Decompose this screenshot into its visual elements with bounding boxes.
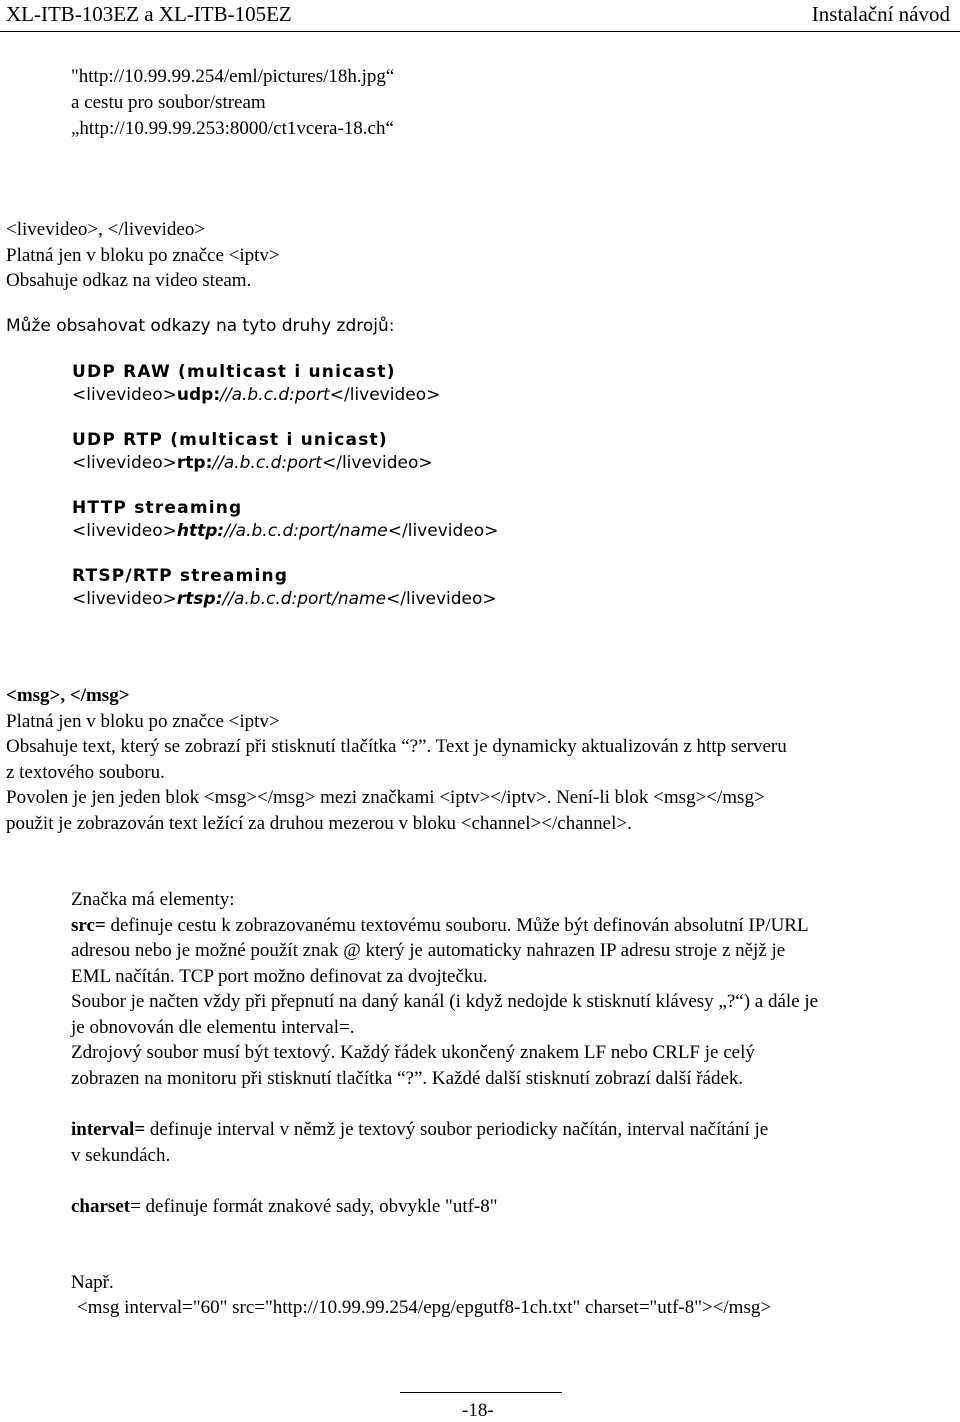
header-document-title: XL-ITB-103EZ a XL-ITB-105EZ xyxy=(6,2,292,26)
livevideo-description: Obsahuje odkaz na video steam. xyxy=(6,270,252,291)
source-syntax-udp-raw: <livevideo>udp://a.b.c.d:port</livevideo> xyxy=(72,385,441,405)
example-code: <msg interval="60" src="http://10.99.99.254/epg/epgutf8-1ch.txt" charset="utf-8"></msg> xyxy=(77,1297,772,1318)
source-title-rtsp: RTSP/RTP streaming xyxy=(72,566,289,586)
footer-divider xyxy=(400,1392,562,1393)
msg-allowed-line1: Povolen je jen jeden blok <msg></msg> mezi značkami <iptv></iptv>. Není-li blok <msg></msg> xyxy=(6,787,765,808)
source-syntax-http: <livevideo>http://a.b.c.d:port/name</livevideo> xyxy=(72,521,499,541)
source-syntax-rtsp: <livevideo>rtsp://a.b.c.d:port/name</livevideo> xyxy=(72,589,497,609)
livevideo-tag-heading: <livevideo>, </livevideo> xyxy=(6,219,206,240)
element-charset-line: charset= definuje formát znakové sady, obvykle "utf-8" xyxy=(71,1196,498,1217)
example-stream-path: „http://10.99.99.253:8000/ct1vcera-18.ch“ xyxy=(71,118,394,139)
msg-tag-heading: <msg>, </msg> xyxy=(6,685,130,706)
msg-description-line1: Obsahuje text, který se zobrazí při stisknutí tlačítka “?”. Text je dynamicky aktualizován z http serveru xyxy=(6,736,787,757)
msg-allowed-line2: použit je zobrazován text ležící za druhou mezerou v bloku <channel></channel>. xyxy=(6,813,632,834)
element-src-line4: Soubor je načten vždy při přepnutí na daný kanál (i když nedojde k stisknutí klávesy „?“) a dále je xyxy=(71,991,819,1012)
header-section-title: Instalační návod xyxy=(811,2,950,26)
element-interval-line2: v sekundách. xyxy=(71,1145,171,1166)
element-src-line7: zobrazen na monitoru při stisknutí tlačítka “?”. Každé další stisknutí zobrazí další řádek. xyxy=(71,1068,744,1089)
source-syntax-udp-rtp: <livevideo>rtp://a.b.c.d:port</livevideo> xyxy=(72,453,433,473)
element-interval-line1: interval= definuje interval v němž je textový soubor periodicky načítán, interval načítání je xyxy=(71,1119,769,1140)
livevideo-validity: Platná jen v bloku po značce <iptv> xyxy=(6,245,280,266)
page-number: -18- xyxy=(462,1400,494,1421)
header-divider xyxy=(0,31,960,32)
example-label: Např. xyxy=(71,1272,114,1293)
element-src-line3: EML načítán. TCP port možno definovat za dvojtečku. xyxy=(71,966,488,987)
element-src-line1: src= definuje cestu k zobrazovanému textovému souboru. Může být definován absolutní IP/URL xyxy=(71,915,809,936)
livevideo-sources-intro: Může obsahovat odkazy na tyto druhy zdrojů: xyxy=(6,316,395,336)
element-src-line6: Zdrojový soubor musí být textový. Každý řádek ukončený znakem LF nebo CRLF je celý xyxy=(71,1042,755,1063)
element-src-line5: je obnovován dle elementu interval=. xyxy=(71,1017,355,1038)
source-title-http: HTTP streaming xyxy=(72,498,243,518)
msg-validity: Platná jen v bloku po značce <iptv> xyxy=(6,711,280,732)
source-title-udp-raw: UDP RAW (multicast i unicast) xyxy=(72,362,396,382)
msg-description-line2: z textového souboru. xyxy=(6,762,165,783)
elements-intro: Značka má elementy: xyxy=(71,889,235,910)
source-title-udp-rtp: UDP RTP (multicast i unicast) xyxy=(72,430,388,450)
example-stream-intro: a cestu pro soubor/stream xyxy=(71,92,266,113)
element-src-line2: adresou nebo je možné použít znak @ který je automaticky nahrazen IP adresu stroje z nějž je xyxy=(71,940,786,961)
example-image-path: "http://10.99.99.254/eml/pictures/18h.jpg“ xyxy=(71,66,395,87)
